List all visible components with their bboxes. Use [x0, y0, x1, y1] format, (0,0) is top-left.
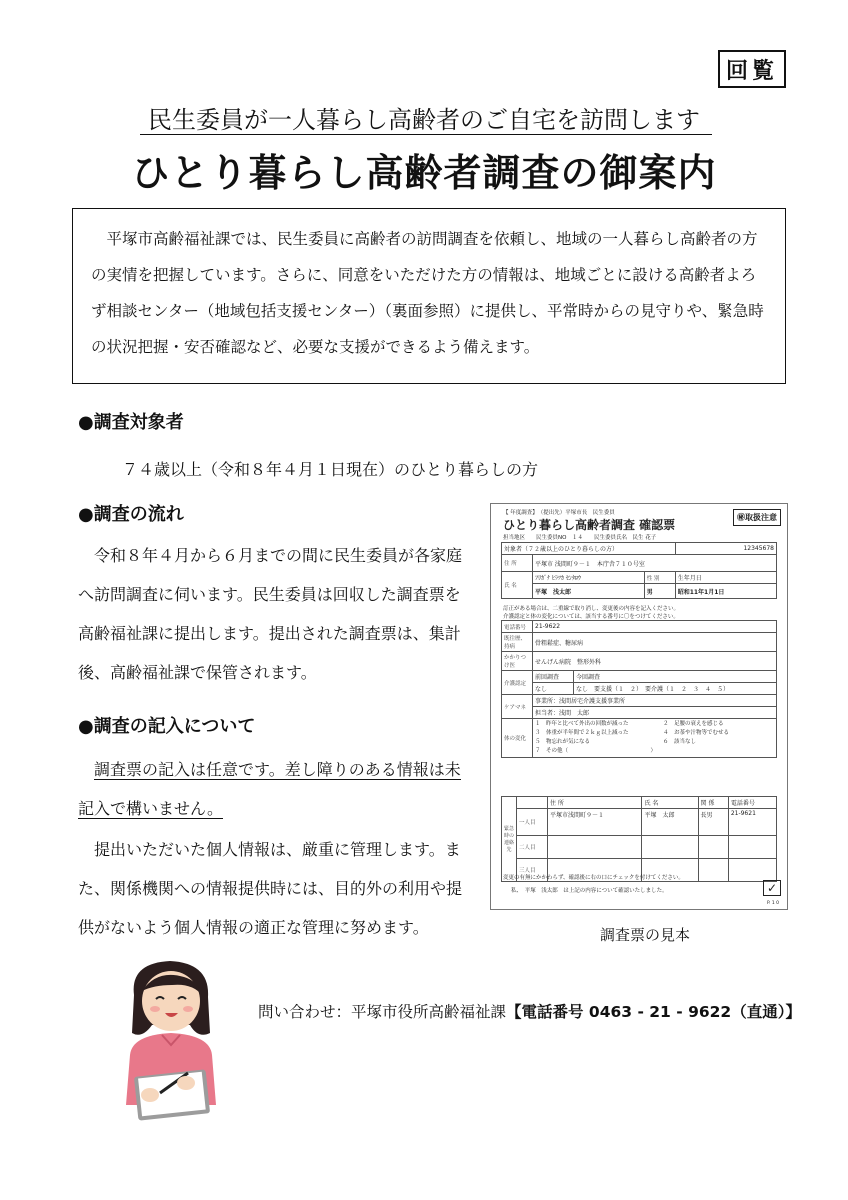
emergency-table: [501, 796, 777, 882]
contact-prefix: 問い合わせ：平塚市役所高齢福祉課: [258, 1003, 507, 1021]
intro-box: [72, 208, 786, 384]
change-item: １ 昨年と比べて外出の回数が減った: [535, 721, 629, 727]
target-body: ７４歳以上（令和８年４月１日現在）のひとり暮らしの方: [122, 460, 539, 479]
contact-info: [258, 1000, 801, 1022]
phone-label: 電話番号: [502, 621, 533, 633]
sex-value: 男: [644, 584, 675, 599]
emg-header: 電話番号: [728, 797, 776, 809]
consent-note: 変更の有無にかかわらず、確認後に右の口にチェックを付けてください。: [503, 875, 684, 881]
care-now-value: なし 要支援（１ ２） 要介護（１ ２ ３ ４ ５）: [574, 683, 777, 695]
subtitle-underline: [140, 134, 712, 135]
change-item: ７ その他（ ）: [535, 748, 657, 754]
form-detail-table: [501, 620, 777, 758]
target-row: 対象者（７２歳以上のひとり暮らしの方）: [502, 543, 676, 555]
furigana-value: ﾌﾘｶﾞﾅ ﾋﾗﾂｶ ｾﾝﾀﾛｳ: [533, 572, 645, 584]
care-label: 介護認定: [502, 671, 533, 695]
sample-survey-form: [490, 503, 788, 910]
name-value: 平塚 浅太郎: [533, 584, 645, 599]
name-label: 氏 名: [502, 572, 533, 599]
emg-side: 一人目: [517, 809, 548, 836]
form-title: ひとり暮らし高齢者調査 確認票: [503, 518, 676, 532]
confidential-badge: ㊙取扱注意: [733, 509, 781, 526]
disease-label: 既往歴、持病: [502, 633, 533, 652]
address-label: 住 所: [502, 555, 533, 572]
contact-phone: 【電話番号 0463 - 21 - 9622（直通）】: [506, 1003, 801, 1021]
emg-header: 関 係: [698, 797, 728, 809]
phone-value: 21-9622: [533, 621, 777, 633]
form-note-care: 介護認定と体の変化については、該当する番号に〇をつけてください。: [503, 614, 679, 620]
care-now-label: 今回調査: [574, 671, 777, 683]
emg-cell: 21-9621: [728, 809, 776, 836]
form-person-table: [501, 542, 777, 599]
emg-side: 三人目: [517, 859, 548, 882]
flow-heading: ●調査の流れ: [78, 504, 184, 525]
emg-header: 住 所: [548, 797, 642, 809]
office-value: 事業所：浅間居宅介護支援事業所: [533, 695, 777, 707]
memo-heading: ●調査の記入について: [78, 716, 256, 737]
form-page-number: P. 1 0: [766, 901, 779, 906]
birth-label: 生年月日: [675, 572, 776, 584]
address-value: 平塚市 浅間町９－１ 本庁舎７１０号室: [533, 555, 777, 572]
change-list: [533, 719, 777, 758]
emg-side: 二人目: [517, 836, 548, 859]
change-item: ６ 該当なし: [663, 739, 697, 745]
change-item: ２ 足腰の衰えを感じる: [663, 721, 724, 727]
intro-text: 平塚市高齢福祉課では、民生委員に高齢者の訪問調査を依頼し、地域の一人暮らし高齢者の方の実情を把握しています。さらに、同意をいただけた方の情報は、地域ごとに設ける高齢者よろず相談センター（地域包括支援センター）（裏面参照）に提供し、平常時からの見守りや、緊急時の状況把握・安否確認など、必要な支援ができるよう備えます。: [91, 230, 764, 356]
sex-label: 性 別: [644, 572, 675, 584]
manager-label: ケアマネ: [502, 695, 533, 719]
disease-value: 骨粗鬆症、糖尿病: [533, 633, 777, 652]
memo-body-privacy: 提出いただいた個人情報は、厳重に管理します。また、関係機関への情報提供時には、目的外の利用や提供がないよう個人情報の適正な管理に努めます。: [78, 840, 463, 937]
emg-cell: 平塚 太郎: [642, 809, 698, 836]
change-item: ５ 物忘れが気になる: [535, 739, 591, 745]
emg-cell: 長男: [698, 809, 728, 836]
form-note-correction: 訂正がある場合は、二重線で取り消し、変更後の内容を記入ください。: [503, 606, 680, 612]
form-meta: 担当地区 民生委員NO １４ 民生委員氏名 民生 花子: [503, 535, 657, 541]
page-subtitle: 民生委員が一人暮らし高齢者のご自宅を訪問します: [148, 106, 700, 134]
flow-body: 令和８年４月から６月までの間に民生委員が各家庭へ訪問調査に伺います。民生委員は回収した調査票を高齢福祉課に提出します。提出された調査票は、集計後、高齢福祉課で保管されます。: [78, 546, 463, 682]
emg-cell: 平塚市浅間町９－１: [548, 809, 642, 836]
change-item: ３ 体重が半年間で２ｋｇ以上減った: [535, 730, 629, 736]
birth-value: 昭和11年1月1日: [675, 584, 776, 599]
woman-writing-illustration: [112, 955, 232, 1125]
care-prev-label: 前回調査: [533, 671, 574, 683]
change-label: 体の変化: [502, 719, 533, 758]
target-heading: ●調査対象者: [78, 412, 184, 433]
page-title: ひとり暮らし高齢者調査の御案内: [131, 151, 717, 195]
memo-body-optional: [78, 750, 470, 828]
form-header: 【 年度調査】 （提出先）平塚市長 民生委員: [503, 510, 615, 516]
memo-underlined-text: 調査票の記入は任意です。差し障りのある情報は未記入で構いません。: [78, 760, 461, 818]
consent-checkbox: ✓: [763, 880, 781, 896]
emg-header: 氏 名: [642, 797, 698, 809]
circulation-stamp: 回覧: [718, 50, 786, 88]
consent-text: 私、 平塚 浅太郎 は上記の内容について確認いたしました。: [511, 888, 668, 894]
manager-value: 担当者：浅間 太郎: [533, 707, 777, 719]
id-number: 12345678: [675, 543, 776, 555]
clinic-label: かかりつけ医: [502, 652, 533, 671]
change-item: ４ お茶や汁物等でむせる: [663, 730, 730, 736]
care-prev-value: なし: [533, 683, 574, 695]
clinic-value: せんげん病院 整形外科: [533, 652, 777, 671]
form-caption: 調査票の見本: [600, 926, 691, 944]
emergency-label: 緊急時の連絡先: [502, 797, 517, 882]
